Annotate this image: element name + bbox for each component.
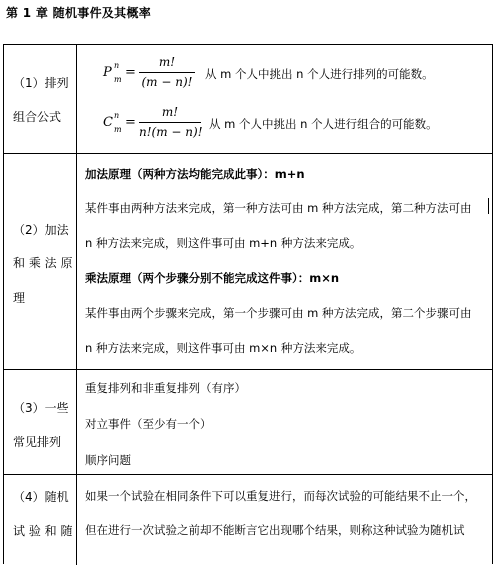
row-label-cell — [4, 45, 77, 153]
addition-principle-text: n 种方法来完成，则这件事可由 m+n 种方法来完成。 — [85, 236, 362, 250]
multiplication-principle-text: 某件事由两个步骤来完成，第一个步骤可由 m 种方法完成，第二个步骤可由 — [85, 306, 472, 320]
formula-subscript: m — [114, 75, 122, 84]
text-cursor — [488, 198, 489, 214]
multiplication-principle-text: n 种方法来完成，则这件事可由 m×n 种方法来完成。 — [85, 341, 362, 355]
table-row-common-permutations — [4, 370, 492, 475]
row-label-line: （1）排列 — [13, 76, 69, 90]
multiplication-principle-heading: 乘法原理（两个步骤分别不能完成这件事）：m×n — [85, 271, 340, 285]
list-item: 对立事件（至少有一个） — [85, 417, 212, 431]
row-label-cell — [4, 475, 77, 565]
fraction-numerator: m! — [158, 55, 176, 69]
permutation-description: 从 m 个人中挑出 n 个人进行排列的可能数。 — [205, 67, 434, 81]
table-row-principles — [4, 154, 492, 370]
row-label-line: 和 乘 法 原 — [13, 256, 73, 270]
combination-description: 从 m 个人中挑出 n 个人进行组合的可能数。 — [209, 117, 438, 131]
formula-fraction — [139, 55, 195, 91]
list-item: 顺序问题 — [85, 453, 131, 467]
row-content-cell — [77, 475, 492, 565]
permutation-formula — [103, 53, 483, 93]
formula-fraction — [139, 105, 201, 141]
combination-formula — [103, 103, 483, 143]
row-content-cell — [77, 45, 492, 153]
formula-equals: = — [125, 115, 136, 130]
fraction-denominator: (m − n)! — [141, 75, 193, 89]
formula-superscript: n — [114, 61, 120, 70]
row-label-line: 试 验 和 随 — [13, 524, 73, 538]
row-label-line: 常见排列 — [13, 435, 62, 449]
formula-symbol: P — [103, 65, 112, 80]
chapter-title: 第 1 章 随机事件及其概率 — [6, 6, 152, 20]
row-label-line: 组合公式 — [13, 110, 62, 124]
formula-subscript: m — [114, 125, 122, 134]
addition-principle-text: 某件事由两种方法来完成，第一种方法可由 m 种方法完成，第二种方法可由 — [85, 201, 472, 215]
formula-table — [3, 44, 493, 564]
row-label-line: （4）随机 — [13, 490, 69, 504]
random-experiment-text: 但在进行一次试验之前却不能断言它出现哪个结果，则称这种试验为随机试 — [85, 523, 465, 537]
fraction-bar — [139, 122, 201, 123]
addition-principle-heading: 加法原理（两种方法均能完成此事）：m+n — [85, 167, 305, 181]
row-label-line: 理 — [13, 291, 26, 305]
fraction-denominator: n!(m − n)! — [139, 125, 203, 139]
formula-equals: = — [125, 65, 136, 80]
row-label-line: （2）加法 — [13, 223, 69, 237]
row-label-line: （3）一些 — [13, 401, 69, 415]
table-row-permutation — [4, 45, 492, 154]
row-content-cell — [77, 154, 492, 369]
list-item: 重复排列和非重复排列（有序） — [85, 381, 246, 395]
row-content-cell — [77, 370, 492, 474]
random-experiment-text: 如果一个试验在相同条件下可以重复进行，而每次试验的可能结果不止一个， — [85, 489, 476, 503]
row-label-cell — [4, 370, 77, 474]
fraction-numerator: m! — [161, 105, 179, 119]
fraction-bar — [139, 72, 195, 73]
table-row-random-experiment — [4, 475, 492, 565]
formula-symbol: C — [103, 115, 113, 130]
row-label-cell — [4, 154, 77, 369]
formula-superscript: n — [114, 111, 120, 120]
